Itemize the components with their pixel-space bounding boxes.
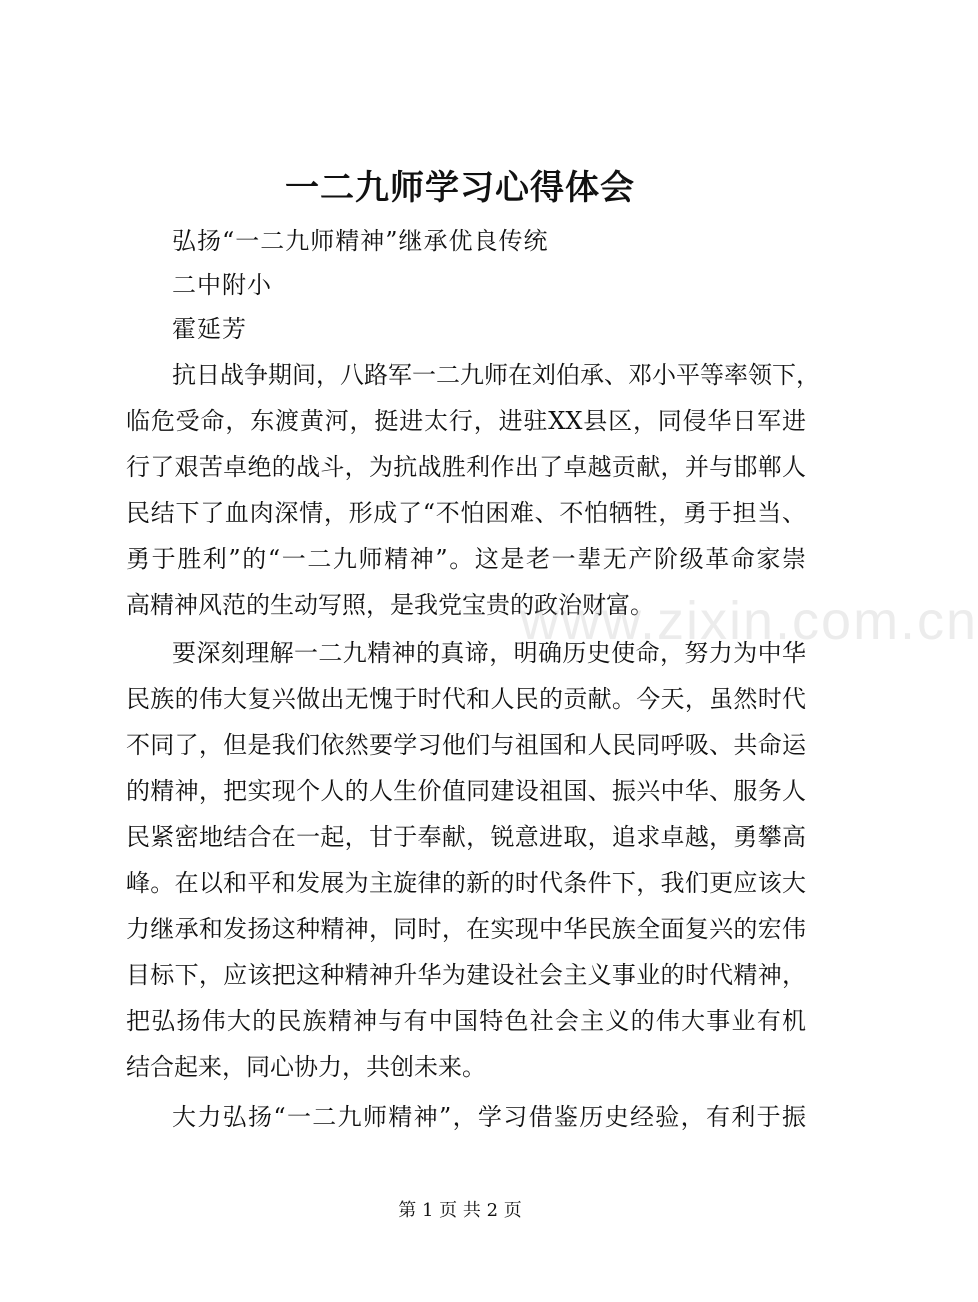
paragraph-line: 勇于胜利”的“一二九师精神”。这是老一辈无产阶级革命家崇: [126, 545, 806, 573]
document-organization: 二中附小: [172, 271, 272, 299]
paragraph-line: 要深刻理解一二九精神的真谛，明确历史使命，努力为中华: [172, 639, 806, 667]
paragraph-line: 高精神风范的生动写照，是我党宝贵的政治财富。: [126, 591, 654, 619]
paragraph-line: 峰。在以和平和发展为主旋律的新的时代条件下，我们更应该大: [126, 869, 806, 897]
paragraph-line: 大力弘扬“一二九师精神”，学习借鉴历史经验，有利于振: [172, 1103, 806, 1131]
page-number: 第 1 页 共 2 页: [398, 1200, 522, 1221]
paragraph-line: 目标下，应该把这种精神升华为建设社会主义事业的时代精神，: [126, 961, 806, 989]
document-subtitle: 弘扬“一二九师精神”继承优良传统: [172, 227, 549, 255]
paragraph-line: 不同了，但是我们依然要学习他们与祖国和人民同呼吸、共命运: [126, 731, 806, 759]
paragraph-line: 民结下了血肉深情，形成了“不怕困难、不怕牺牲，勇于担当、: [126, 499, 806, 527]
paragraph-line: 民族的伟大复兴做出无愧于时代和人民的贡献。今天，虽然时代: [126, 685, 806, 713]
paragraph-line: 行了艰苦卓绝的战斗，为抗战胜利作出了卓越贡献，并与邯郸人: [126, 453, 806, 481]
paragraph-line: 力继承和发扬这种精神，同时，在实现中华民族全面复兴的宏伟: [126, 915, 806, 943]
paragraph-line: 的精神，把实现个人的人生价值同建设祖国、振兴中华、服务人: [126, 777, 806, 805]
paragraph-line: 把弘扬伟大的民族精神与有中国特色社会主义的伟大事业有机: [126, 1007, 806, 1035]
document-title: 一二九师学习心得体会: [285, 168, 635, 208]
paragraph-line: 民紧密地结合在一起，甘于奉献，锐意进取，追求卓越，勇攀高: [126, 823, 806, 851]
watermark: www.zixin.com.cn: [520, 591, 978, 651]
paragraph-line: 结合起来，同心协力，共创未来。: [126, 1053, 486, 1081]
paragraph-line: 临危受命，东渡黄河，挺进太行，进驻XX县区，同侵华日军进: [126, 407, 806, 435]
document-author: 霍延芳: [172, 315, 247, 343]
paragraph-line: 抗日战争期间，八路军一二九师在刘伯承、邓小平等率领下，: [172, 361, 820, 389]
